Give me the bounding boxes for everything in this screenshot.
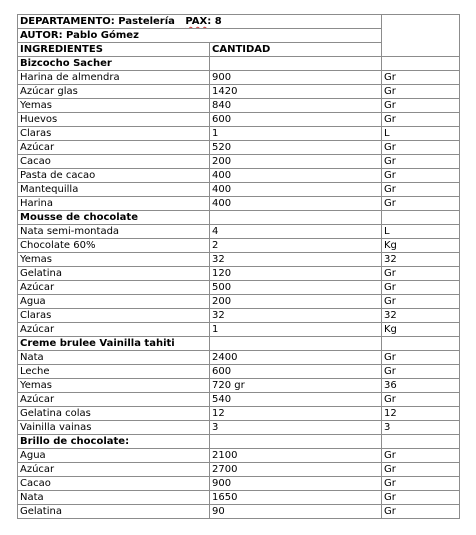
ingredient-name: Cacao xyxy=(18,155,210,169)
table-row xyxy=(18,85,460,99)
ingredient-quantity: 1 xyxy=(210,127,382,141)
ingredient-quantity: 32 xyxy=(210,253,382,267)
ingredient-name: Harina xyxy=(18,197,210,211)
ingredient-quantity: 200 xyxy=(210,155,382,169)
ingredient-quantity: 4 xyxy=(210,225,382,239)
ingredient-quantity: 500 xyxy=(210,281,382,295)
empty-cell xyxy=(210,337,382,351)
table-row xyxy=(18,365,460,379)
ingredient-unit: 32 xyxy=(382,309,460,323)
section-title: Bizcocho Sacher xyxy=(18,57,210,71)
ingredient-unit: Gr xyxy=(382,393,460,407)
ingredient-name: Nata xyxy=(18,491,210,505)
ingredient-name: Yemas xyxy=(18,379,210,393)
ingredient-name: Mantequilla xyxy=(18,183,210,197)
ingredient-quantity: 600 xyxy=(210,113,382,127)
ingredient-unit: Gr xyxy=(382,99,460,113)
ingredient-quantity: 2700 xyxy=(210,463,382,477)
blank-header-cell xyxy=(382,15,460,57)
table-row xyxy=(18,127,460,141)
ingredient-unit: Gr xyxy=(382,351,460,365)
table-row xyxy=(18,309,460,323)
section-title: Mousse de chocolate xyxy=(18,211,210,225)
ingredient-name: Huevos xyxy=(18,113,210,127)
ingredient-quantity: 400 xyxy=(210,197,382,211)
ingredient-unit: Gr xyxy=(382,281,460,295)
recipe-sheet xyxy=(17,14,460,519)
table-row xyxy=(18,113,460,127)
ingredient-unit: Kg xyxy=(382,239,460,253)
ingredient-unit: 36 xyxy=(382,379,460,393)
ingredient-quantity: 2400 xyxy=(210,351,382,365)
ingredient-quantity: 600 xyxy=(210,365,382,379)
table-row xyxy=(18,225,460,239)
ingredient-unit: Gr xyxy=(382,141,460,155)
ingredient-unit: Gr xyxy=(382,197,460,211)
ingredient-name: Nata semi-montada xyxy=(18,225,210,239)
table-row xyxy=(18,379,460,393)
table-row xyxy=(18,491,460,505)
empty-cell xyxy=(382,211,460,225)
ingredient-quantity: 720 gr xyxy=(210,379,382,393)
ingredient-name: Agua xyxy=(18,295,210,309)
ingredient-unit: Kg xyxy=(382,323,460,337)
ingredient-unit: Gr xyxy=(382,85,460,99)
ingredient-name: Pasta de cacao xyxy=(18,169,210,183)
ingredient-unit: L xyxy=(382,127,460,141)
ingredient-name: Azúcar xyxy=(18,393,210,407)
section-header-row xyxy=(18,435,460,449)
table-row xyxy=(18,253,460,267)
table-row xyxy=(18,393,460,407)
empty-cell xyxy=(210,57,382,71)
table-row xyxy=(18,421,460,435)
table-row xyxy=(18,477,460,491)
ingredient-name: Chocolate 60% xyxy=(18,239,210,253)
table-row xyxy=(18,407,460,421)
ingredient-unit: Gr xyxy=(382,449,460,463)
ingredient-quantity: 2 xyxy=(210,239,382,253)
ingredient-name: Azúcar xyxy=(18,323,210,337)
author-cell: AUTOR: Pablo Gómez xyxy=(18,29,382,43)
empty-cell xyxy=(382,435,460,449)
ingredient-name: Azúcar xyxy=(18,463,210,477)
ingredient-name: Gelatina xyxy=(18,267,210,281)
ingredient-unit: 32 xyxy=(382,253,460,267)
ingredient-name: Cacao xyxy=(18,477,210,491)
ingredient-unit: Gr xyxy=(382,505,460,519)
table-row xyxy=(18,505,460,519)
ingredient-name: Azúcar xyxy=(18,281,210,295)
ingredient-unit: Gr xyxy=(382,477,460,491)
section-header-row xyxy=(18,57,460,71)
table-row xyxy=(18,351,460,365)
ingredient-quantity: 400 xyxy=(210,183,382,197)
ingredient-name: Yemas xyxy=(18,99,210,113)
ingredient-quantity: 540 xyxy=(210,393,382,407)
ingredient-quantity: 120 xyxy=(210,267,382,281)
ingredient-name: Claras xyxy=(18,309,210,323)
table-row xyxy=(18,323,460,337)
ingredient-unit: Gr xyxy=(382,491,460,505)
ingredient-name: Nata xyxy=(18,351,210,365)
ingredient-quantity: 12 xyxy=(210,407,382,421)
ingredient-quantity: 900 xyxy=(210,71,382,85)
table-row xyxy=(18,463,460,477)
ingredient-unit: Gr xyxy=(382,169,460,183)
ingredient-unit: 12 xyxy=(382,407,460,421)
table-row xyxy=(18,281,460,295)
department-cell xyxy=(18,15,382,29)
table-row xyxy=(18,449,460,463)
ingredient-quantity: 1420 xyxy=(210,85,382,99)
table-row xyxy=(18,169,460,183)
ingredient-quantity: 200 xyxy=(210,295,382,309)
ingredient-name: Vainilla vainas xyxy=(18,421,210,435)
ingredient-quantity: 520 xyxy=(210,141,382,155)
ingredient-name: Harina de almendra xyxy=(18,71,210,85)
column-header-quantity: CANTIDAD xyxy=(210,43,382,57)
ingredient-unit: L xyxy=(382,225,460,239)
table-row xyxy=(18,239,460,253)
ingredient-unit: Gr xyxy=(382,155,460,169)
ingredient-quantity: 2100 xyxy=(210,449,382,463)
table-row xyxy=(18,295,460,309)
ingredient-name: Azúcar xyxy=(18,141,210,155)
table-row xyxy=(18,71,460,85)
table-row xyxy=(18,155,460,169)
pax-value: : 8 xyxy=(207,16,222,27)
pax-label: PAX xyxy=(185,16,208,27)
ingredient-name: Claras xyxy=(18,127,210,141)
ingredient-quantity: 90 xyxy=(210,505,382,519)
ingredient-quantity: 400 xyxy=(210,169,382,183)
ingredient-unit: Gr xyxy=(382,113,460,127)
ingredient-unit: Gr xyxy=(382,183,460,197)
section-header-row xyxy=(18,211,460,225)
section-title: Brillo de chocolate: xyxy=(18,435,210,449)
ingredient-quantity: 3 xyxy=(210,421,382,435)
ingredient-quantity: 840 xyxy=(210,99,382,113)
ingredient-name: Agua xyxy=(18,449,210,463)
department-label: DEPARTAMENTO: Pastelería xyxy=(20,16,175,27)
section-header-row xyxy=(18,337,460,351)
empty-cell xyxy=(382,337,460,351)
ingredient-quantity: 1 xyxy=(210,323,382,337)
ingredient-quantity: 900 xyxy=(210,477,382,491)
table-row xyxy=(18,267,460,281)
header-row-department xyxy=(18,15,460,29)
table-row xyxy=(18,197,460,211)
table-row xyxy=(18,183,460,197)
ingredient-name: Leche xyxy=(18,365,210,379)
column-header-ingredients: INGREDIENTES xyxy=(18,43,210,57)
empty-cell xyxy=(382,57,460,71)
ingredient-name: Gelatina xyxy=(18,505,210,519)
ingredient-name: Yemas xyxy=(18,253,210,267)
ingredient-unit: Gr xyxy=(382,295,460,309)
ingredient-quantity: 1650 xyxy=(210,491,382,505)
ingredient-unit: 3 xyxy=(382,421,460,435)
section-title: Creme brulee Vainilla tahiti xyxy=(18,337,210,351)
table-row xyxy=(18,141,460,155)
empty-cell xyxy=(210,435,382,449)
ingredient-quantity: 32 xyxy=(210,309,382,323)
ingredient-unit: Gr xyxy=(382,267,460,281)
table-row xyxy=(18,99,460,113)
ingredient-name: Azúcar glas xyxy=(18,85,210,99)
ingredient-unit: Gr xyxy=(382,463,460,477)
recipe-table xyxy=(17,14,460,519)
empty-cell xyxy=(210,211,382,225)
ingredient-name: Gelatina colas xyxy=(18,407,210,421)
ingredient-unit: Gr xyxy=(382,71,460,85)
ingredient-unit: Gr xyxy=(382,365,460,379)
